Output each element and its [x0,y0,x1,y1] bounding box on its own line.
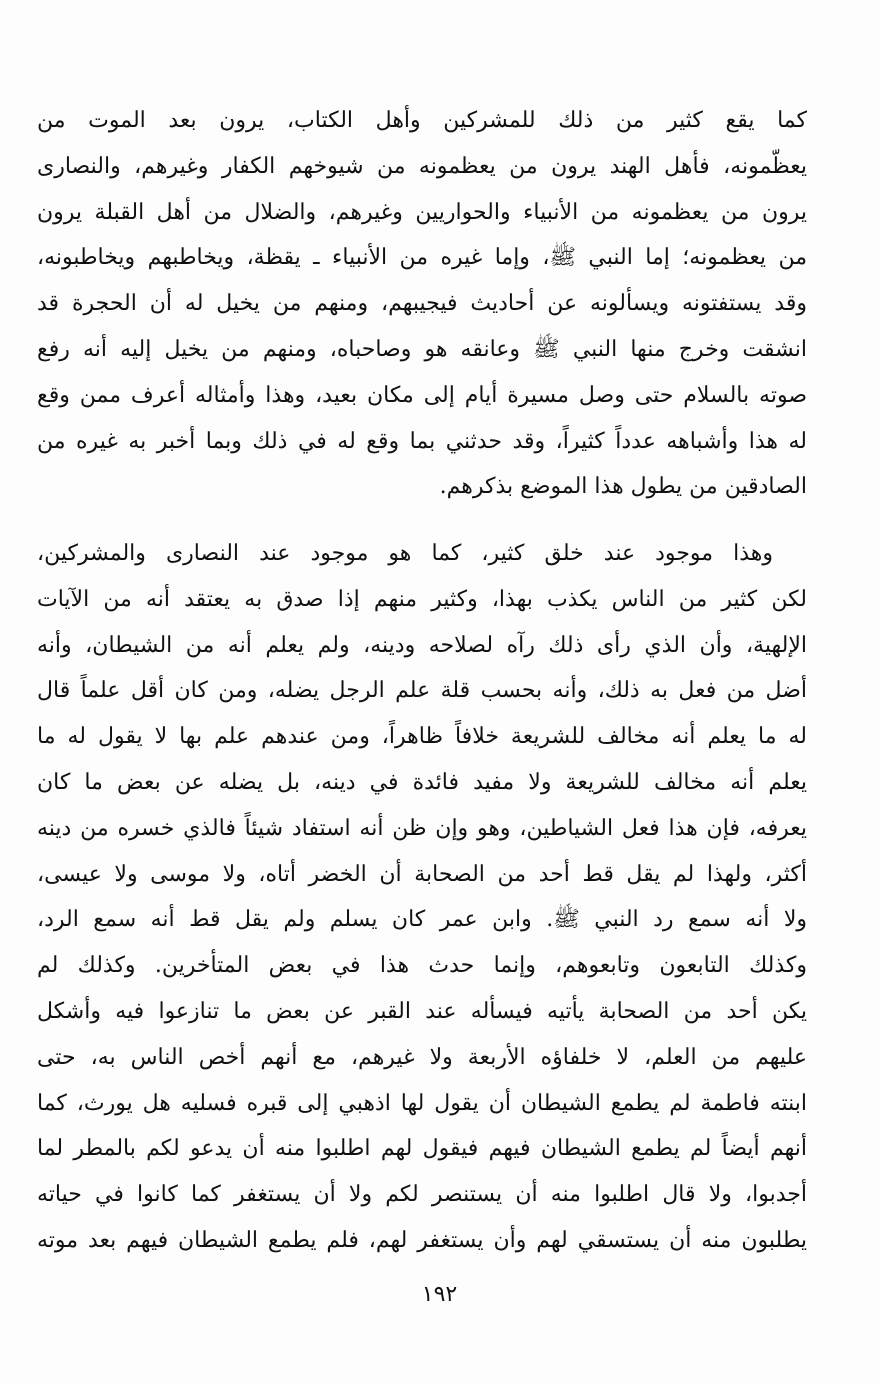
text-line: له ما يعلم أنه مخالف للشريعة خلافاً ظاهراً، ومن عندهم علم بها لا يقول له ما [37,724,807,750]
text-line: انشقت وخرج منها النبي ﷺ وعانقه هو وصاحباه، ومنهم من يخيل إليه أنه رفع [37,336,807,362]
text-line: عليهم من العلم، لا خلفاؤه الأربعة ولا غيرهم، مع أنهم أخص الناس به، حتى [37,1044,807,1070]
text-line: وقد يستفتونه ويسألونه عن أحاديث فيجيبهم، ومنهم من يخيل له أن الحجرة قد [37,291,807,317]
text-line: الإلهية، وأن الذي رأى ذلك رآه لصلاحه ودينه، ولم يعلم أنه من الشيطان، وأنه [37,632,807,658]
text-line: يعرفه، فإن هذا فعل الشياطين، وهو وإن ظن أنه استفاد شيئاً فالذي خسره من دينه [37,815,807,841]
text-line: من يعظمونه؛ إما النبي ﷺ، وإما غيره من الأنبياء ـ يقظة، ويخاطبهم ويخاطبونه، [37,245,807,271]
text-line: كما يقع كثير من ذلك للمشركين وأهل الكتاب، يرون بعد الموت من [37,108,807,133]
text-line: أنهم أيضاً لم يطمع الشيطان فيهم فيقول لهم اطلبوا منه أن يدعو لكم بالمطر لما [37,1136,807,1162]
paragraph-1 [37,98,807,510]
text-line: ولا أنه سمع رد النبي ﷺ. وابن عمر كان يسلم ولم يقل قط أنه سمع الرد، [37,907,807,933]
text-line: يرون من يعظمونه من الأنبياء والحواريين وغيرهم، والضلال من أهل القبلة يرون [37,199,807,225]
text-line: وكذلك التابعون وتابعوهم، وإنما حدث هذا في بعض المتأخرين. وكذلك لم [37,953,807,979]
text-line: صوته بالسلام حتى وصل مسيرة أيام إلى مكان بعيد، وهذا وأمثاله أعرف ممن وقع [37,382,807,408]
text-line: أضل من فعل به ذلك، وأنه بحسب قلة علم الرجل يضله، ومن كان أقل علماً قال [37,678,807,704]
text-line: الصادقين من يطول هذا الموضع بذكرهم. [439,474,807,500]
paragraph-2 [37,531,807,1264]
text-line: لكن كثير من الناس يكذب بهذا، وكثير منهم إذا صدق به يعتقد أنه من الآيات [37,586,807,612]
text-line: يطلبون منه أن يستسقي لهم وأن يستغفر لهم، فلم يطمع الشيطان فيهم بعد موته [37,1227,807,1253]
text-line: له هذا وأشباهه عدداً كثيراً، وقد حدثني بما وقع له في ذلك وبما أخبر به غيره من [37,428,807,454]
text-line: يعظّمونه، فأهل الهند يرون من يعظمونه من شيوخهم الكفار وغيرهم، والنصارى [37,153,807,179]
text-line: أجدبوا، ولا قال اطلبوا منه أن يستنصر لكم ولا أن يستغفر كما كانوا في حياته [37,1182,807,1208]
text-line: يعلم أنه مخالف للشريعة ولا مفيد فائدة في دينه، بل يضله عن بعض ما كان [37,769,807,795]
text-line: ابنته فاطمة لم يطمع الشيطان أن يقول لها اذهبي إلى قبره فسليه هل يورث، كما [37,1090,807,1116]
text-line: وهذا موجود عند خلق كثير، كما هو موجود عند النصارى والمشركين، [37,541,773,566]
text-line: أكثر، ولهذا لم يقل قط أحد من الصحابة أن الخضر أتاه، ولا موسى ولا عيسى، [37,861,807,887]
text-line: يكن أحد من الصحابة يأتيه فيسأله عند القبر عن بعض ما تنازعوا فيه وأشكل [37,998,807,1024]
page-number: ١٩٢ [421,1282,458,1307]
